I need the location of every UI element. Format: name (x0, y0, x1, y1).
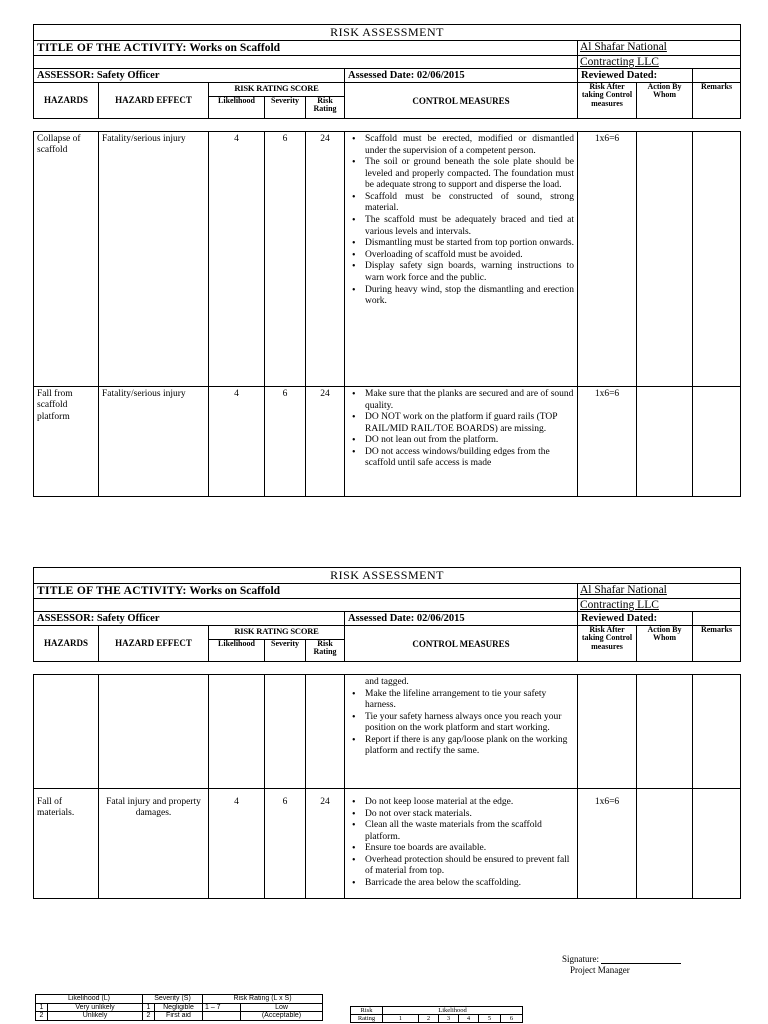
assessed-date: Assessed Date: 02/06/2015 (345, 612, 578, 626)
list-item: • Report if there is any gap/loose plank on the working platform and rectify the same. (348, 735, 574, 758)
risk-assessment-sheet-2 (33, 567, 740, 899)
sheet-header (33, 567, 741, 662)
risk-assessment-sheet-1 (33, 24, 740, 497)
col-risk-after: Risk After taking Control measures (578, 83, 637, 119)
effect-cell: Fatal injury and property damages. (99, 789, 209, 899)
legend-rating-head: Risk Rating (L x S) (203, 995, 323, 1004)
control-measures-cell (345, 789, 578, 899)
legend-rating-2: (Acceptable) (241, 1012, 323, 1021)
likelihood-cell: 4 (209, 132, 265, 387)
signature-role: Project Manager (570, 965, 630, 975)
col-risk-rating-score: RISK RATING SCORE (209, 83, 345, 97)
assessor: ASSESSOR: Safety Officer (34, 612, 345, 626)
effect-cell: Fatality/serious injury (99, 387, 209, 497)
legend-likelihood-1: Very unlikely (48, 1003, 143, 1012)
matrix-likelihood-label: Likelihood (383, 1007, 523, 1015)
col-remarks: Remarks (693, 83, 741, 119)
rating-cell: 24 (306, 789, 345, 899)
col-severity: Severity (265, 639, 306, 661)
severity-cell: 6 (265, 789, 306, 899)
company-name-line2: Contracting LLC (578, 599, 741, 612)
legend-severity-head: Severity (S) (143, 995, 203, 1004)
col-action-by: Action By Whom (637, 83, 693, 119)
remarks-cell (693, 387, 741, 497)
col-hazard-effect: HAZARD EFFECT (99, 83, 209, 119)
list-item: • The soil or ground beneath the sole plate should be leveled and properly compacted. The foundation must be adequate strong to support and disperse the load. (348, 157, 574, 192)
table-row (34, 675, 741, 789)
legend-likelihood-2: Unlikely (48, 1012, 143, 1021)
effect-cell: Fatality/serious injury (99, 132, 209, 387)
hazard-cell: Collapse of scaffold (34, 132, 99, 387)
list-item: • Make sure that the planks are secured and are of sound quality. (348, 389, 574, 412)
col-action-by: Action By Whom (637, 626, 693, 662)
col-control-measures: CONTROL MEASURES (345, 83, 578, 119)
matrix-risk-label: Risk (351, 1007, 383, 1015)
list-item: • Scaffold must be erected, modified or dismantled under the supervision of a competent person. (348, 134, 574, 157)
list-item: • DO NOT work on the platform if guard rails (TOP RAIL/MID RAIL/TOE BOARDS) are missing. (348, 412, 574, 435)
company-name-line1: Al Shafar National (578, 584, 741, 599)
severity-cell: 6 (265, 132, 306, 387)
assessed-date: Assessed Date: 02/06/2015 (345, 69, 578, 83)
legend-severity-2: First aid (155, 1012, 203, 1021)
reviewed-date: Reviewed Dated: (578, 612, 693, 626)
risk-matrix-table: Risk Likelihood Rating 1 2 3 4 5 6 (350, 1006, 523, 1023)
likelihood-cell: 4 (209, 387, 265, 497)
legend-severity-1: Negligible (155, 1003, 203, 1012)
list-item: • During heavy wind, stop the dismantling and erection work. (348, 285, 574, 308)
table-row (34, 387, 741, 497)
hazard-cell: Fall of materials. (34, 789, 99, 899)
col-risk-after: Risk After taking Control measures (578, 626, 637, 662)
risk-after-cell: 1x6=6 (578, 387, 637, 497)
col-risk-rating-score: RISK RATING SCORE (209, 626, 345, 640)
list-item: • Do not over stack materials. (348, 809, 574, 821)
legend-range-1: 1 – 7 (203, 1003, 241, 1012)
activity-title: TITLE OF THE ACTIVITY: Works on Scaffold (34, 584, 578, 599)
col-control-measures: CONTROL MEASURES (345, 626, 578, 662)
rating-cell: 24 (306, 132, 345, 387)
col-likelihood: Likelihood (209, 96, 265, 118)
list-item: • Dismantling must be started from top portion onwards. (348, 238, 574, 250)
hazard-table-1 (33, 131, 741, 497)
col-hazards: HAZARDS (34, 626, 99, 662)
document-title: RISK ASSESSMENT (34, 25, 741, 41)
signature-label: Signature: (562, 954, 599, 964)
hazard-table-2 (33, 674, 741, 899)
legend-likelihood-head: Likelihood (L) (36, 995, 143, 1004)
control-measures-cell (345, 675, 578, 789)
remarks-cell (693, 132, 741, 387)
continued-text: and tagged. (365, 677, 409, 687)
table-row (34, 789, 741, 899)
control-measures-cell (345, 132, 578, 387)
list-item: • DO not lean out from the platform. (348, 435, 574, 447)
rating-cell: 24 (306, 387, 345, 497)
list-item: • The scaffold must be adequately braced and tied at various levels and intervals. (348, 215, 574, 238)
reviewed-date: Reviewed Dated: (578, 69, 693, 83)
list-item: • Scaffold must be constructed of sound, strong material. (348, 192, 574, 215)
list-item: • Display safety sign boards, warning instructions to warn work force and the public. (348, 261, 574, 284)
signature-block (562, 954, 681, 975)
list-item: • Barricade the area below the scaffolding. (348, 878, 574, 890)
list-item: • Overloading of scaffold must be avoided. (348, 250, 574, 262)
col-risk-rating: Risk Rating (306, 96, 345, 118)
risk-legend-table: Likelihood (L) Severity (S) Risk Rating (L x S) 1 Very unlikely 1 Negligible 1 – 7 Low 2 Unlikely 2 First aid (Acceptable) (35, 994, 323, 1021)
likelihood-cell: 4 (209, 789, 265, 899)
assessor: ASSESSOR: Safety Officer (34, 69, 345, 83)
list-item: • Overhead protection should be ensured to prevent fall of material from top. (348, 855, 574, 878)
document-title: RISK ASSESSMENT (34, 568, 741, 584)
sheet-header (33, 24, 741, 119)
risk-after-cell: 1x6=6 (578, 789, 637, 899)
hazard-cell: Fall from scaffold platform (34, 387, 99, 497)
control-measures-cell (345, 387, 578, 497)
risk-after-cell: 1x6=6 (578, 132, 637, 387)
activity-title: TITLE OF THE ACTIVITY: Works on Scaffold (34, 41, 578, 56)
table-row (34, 132, 741, 387)
action-by-cell (637, 387, 693, 497)
col-risk-rating: Risk Rating (306, 639, 345, 661)
list-item: • Do not keep loose material at the edge. (348, 797, 574, 809)
legend-rating-1: Low (241, 1003, 323, 1012)
list-item: • Tie your safety harness always once you reach your position on the work platform and start working. (348, 712, 574, 735)
matrix-rating-label: Rating (351, 1015, 383, 1023)
col-likelihood: Likelihood (209, 639, 265, 661)
company-name-line1: Al Shafar National (578, 41, 741, 56)
action-by-cell (637, 132, 693, 387)
col-hazards: HAZARDS (34, 83, 99, 119)
col-severity: Severity (265, 96, 306, 118)
list-item: • Ensure toe boards are available. (348, 843, 574, 855)
list-item: • DO not access windows/building edges from the scaffold until safe access is made (348, 447, 574, 470)
severity-cell: 6 (265, 387, 306, 497)
remarks-cell (693, 789, 741, 899)
col-remarks: Remarks (693, 626, 741, 662)
action-by-cell (637, 789, 693, 899)
signature-line (601, 955, 681, 964)
company-name-line2: Contracting LLC (578, 56, 741, 69)
list-item: • Make the lifeline arrangement to tie your safety harness. (348, 689, 574, 712)
list-item: • Clean all the waste materials from the scaffold platform. (348, 820, 574, 843)
col-hazard-effect: HAZARD EFFECT (99, 626, 209, 662)
